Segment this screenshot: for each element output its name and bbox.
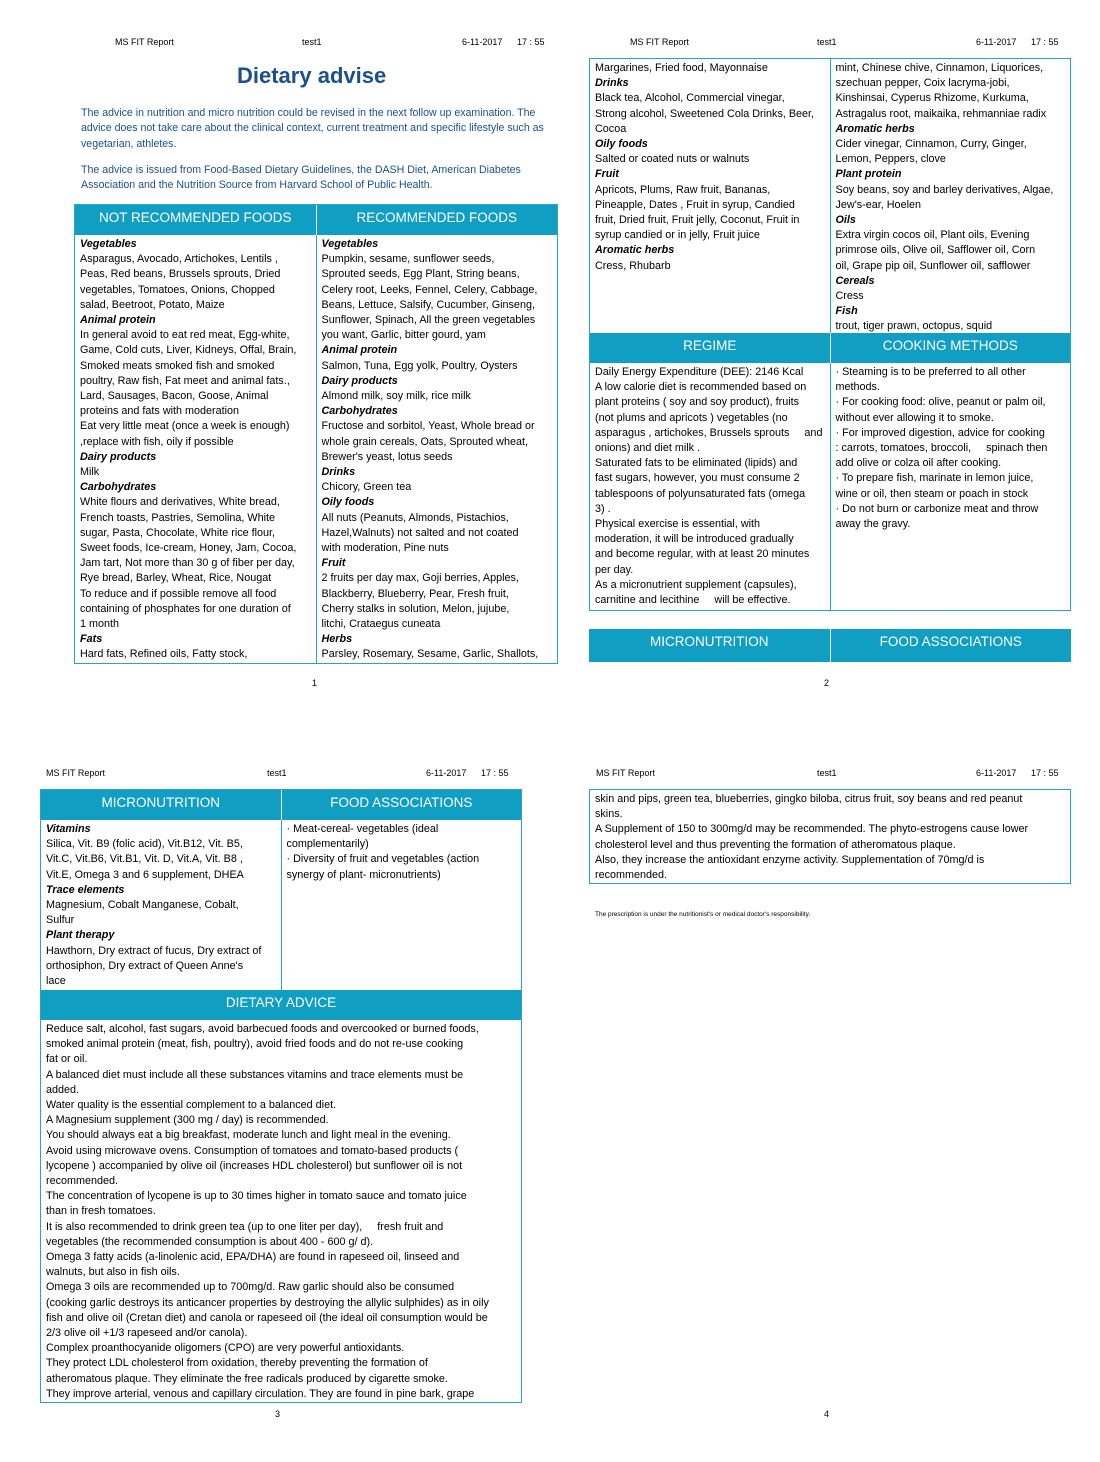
- category-heading: Dairy products: [80, 450, 157, 463]
- list-line: · Diversity of fruit and vegetables (action: [286, 853, 480, 866]
- list-line: Asparagus, Avocado, Artichokes, Lentils ,: [80, 253, 278, 266]
- category-heading: Vitamins: [46, 823, 91, 835]
- list-line: Apricots, Plums, Raw fruit, Bananas,: [595, 183, 771, 196]
- list-line: fruit, Dried fruit, Fruit jelly, Coconut, Fruit in: [595, 214, 800, 227]
- list-line: with moderation, Pine nuts: [321, 542, 449, 555]
- report-app-name: MS FIT Report: [630, 37, 689, 47]
- list-line: salad, Beetroot, Potato, Maize: [80, 298, 225, 311]
- list-line: Sunflower, Spinach, All the green vegetables: [321, 314, 536, 327]
- text-line: · For cooking food: olive, peanut or palm oil,: [835, 396, 1046, 409]
- text-line: smoked animal protein (meat, fish, poultry), avoid fried foods and do not re-use cooking: [46, 1038, 464, 1051]
- list-line: Pineapple, Dates , Fruit in syrup, Candied: [595, 198, 795, 211]
- category-heading: Dairy products: [321, 374, 398, 387]
- text-line: They protect LDL cholesterol from oxidation, thereby preventing the formation of: [46, 1357, 428, 1370]
- list-line: lace: [46, 975, 66, 988]
- text-line: A low calorie diet is recommended based on: [595, 381, 807, 394]
- text-line: onions) and diet milk .: [595, 442, 701, 455]
- list-line: Peas, Red beans, Brussels sprouts, Dried: [80, 268, 281, 281]
- micronutrition-table: [40, 789, 522, 1403]
- text-line: A balanced diet must include all these substances vitamins and trace elements must be: [46, 1068, 464, 1081]
- dietary-advice-header: DIETARY ADVICE: [41, 990, 521, 1020]
- list-line: Sulfur: [46, 914, 75, 927]
- text-line: Water quality is the essential complement to a balanced diet.: [46, 1099, 337, 1112]
- list-line: Black tea, Alcohol, Commercial vinegar,: [595, 92, 785, 105]
- text-line: skin and pips, green tea, blueberries, gingko biloba, citrus fruit, soy beans and red peanut: [595, 793, 1023, 805]
- list-line: · Meat-cereal- vegetables (ideal: [286, 823, 439, 835]
- list-line: Kinshinsai, Cyperus Rhizome, Kurkuma,: [835, 92, 1029, 105]
- text-line: skins.: [595, 808, 623, 821]
- category-heading: Vegetables: [321, 238, 379, 250]
- category-heading: Drinks: [321, 466, 356, 479]
- list-line: Almond milk, soy milk, rice milk: [321, 390, 471, 403]
- list-line: Celery root, Leeks, Fennel, Celery, Cabbage,: [321, 283, 538, 296]
- micronutrition-list: [41, 820, 281, 990]
- list-line: mint, Chinese chive, Cinnamon, Liquorices,: [835, 62, 1044, 74]
- list-line: White flours and derivatives, White bread,: [80, 496, 280, 509]
- list-line: Rye bread, Barley, Wheat, Rice, Nougat: [80, 572, 272, 585]
- list-line: Sprouted seeds, Egg Plant, String beans,: [321, 268, 520, 281]
- text-line: fast sugars, however, you must consume 2: [595, 472, 800, 485]
- list-line: sugar, Pasta, Chocolate, White rice flour,: [80, 526, 276, 539]
- text-line: away the gravy.: [835, 518, 911, 531]
- food-associations-header: FOOD ASSOCIATIONS: [281, 790, 522, 820]
- category-heading: Plant therapy: [46, 929, 115, 942]
- text-line: Omega 3 fatty acids (a-linolenic acid, EPA/DHA) are found in rapeseed oil, linseed and: [46, 1251, 460, 1264]
- dietary-advice-text: [41, 1020, 521, 1404]
- report-time: 17 : 55: [517, 37, 545, 47]
- list-line: 1 month: [80, 618, 120, 631]
- report-date: 6-11-2017: [976, 768, 1017, 778]
- list-line: Cress: [835, 290, 864, 303]
- list-line: Eat very little meat (once a week is enough): [80, 420, 290, 433]
- category-heading: Cereals: [835, 274, 875, 287]
- text-line: per day.: [595, 563, 634, 576]
- list-line: poultry, Raw fish, Fat meet and animal fats.,: [80, 374, 290, 387]
- list-line: Cocoa: [595, 122, 627, 135]
- page-number: 1: [312, 678, 318, 688]
- recommended-list-continued: [830, 59, 1071, 333]
- list-line: Hard fats, Refined oils, Fatty stock,: [80, 648, 248, 661]
- text-line: (cooking garlic destroys its anticancer properties by destroying the allylic sulphides) as in oily: [46, 1296, 489, 1309]
- text-line: A Supplement of 150 to 300mg/d may be recommended. The phyto-estrogens cause lower: [595, 823, 1029, 836]
- text-line: · Do not burn or carbonize meat and throw: [835, 502, 1039, 515]
- micronutrition-header-p2: [589, 629, 1071, 662]
- list-line: szechuan pepper, Coix lacryma-jobi,: [835, 77, 1010, 90]
- text-line: Avoid using microwave ovens. Consumption of tomatoes and tomato-based products (: [46, 1144, 459, 1157]
- list-line: litchi, Crataegus cuneata: [321, 618, 441, 631]
- category-heading: Animal protein: [80, 314, 156, 327]
- list-line: Vit.E, Omega 3 and 6 supplement, DHEA: [46, 868, 244, 881]
- text-line: 3) .: [595, 502, 611, 515]
- recommended-header: RECOMMENDED FOODS: [316, 205, 558, 235]
- text-line: vegetables (the recommended consumption is about 400 - 600 g/ d).: [46, 1235, 374, 1248]
- category-heading: Carbohydrates: [321, 405, 398, 418]
- text-line: Physical exercise is essential, with: [595, 518, 761, 531]
- category-heading: Fruit: [321, 557, 346, 570]
- text-line: tablespoons of polyunsaturated fats (omega: [595, 487, 806, 500]
- patient-name: test1: [817, 37, 837, 47]
- list-line: Pumpkin, sesame, sunflower seeds,: [321, 253, 495, 266]
- list-line: Smoked meats smoked fish and smoked: [80, 359, 275, 372]
- regime-header: REGIME: [683, 338, 737, 353]
- text-line: without ever allowing it to smoke.: [835, 411, 994, 424]
- list-line: Sweet foods, Ice-cream, Honey, Jam, Cocoa,: [80, 542, 297, 555]
- text-line: wine or oil, then steam or poach in stock: [835, 487, 1029, 500]
- category-heading: Plant protein: [835, 168, 902, 181]
- food-associations-list: [281, 820, 522, 990]
- list-line: Lard, Sausages, Bacon, Goose, Animal: [80, 390, 269, 403]
- list-line: Jam tart, Not more than 30 g of fiber per day,: [80, 557, 295, 570]
- category-heading: Fats: [80, 633, 103, 646]
- text-line: · For improved digestion, advice for cooking: [835, 426, 1045, 439]
- list-line: syrup candied or in jelly, Fruit juice: [595, 229, 760, 242]
- text-line: You should always eat a big breakfast, moderate lunch and light meal in the evening.: [46, 1129, 451, 1142]
- text-line: recommended.: [46, 1175, 119, 1188]
- dietary-advice-continued: [589, 789, 1071, 884]
- list-line: 2 fruits per day max, Goji berries, Apples,: [321, 572, 519, 585]
- list-line: ,replace with fish, oily if possible: [80, 435, 234, 448]
- text-line: methods.: [835, 381, 880, 394]
- report-app-name: MS FIT Report: [115, 37, 174, 47]
- text-line: atheromatous plaque. They eliminate the free radicals produced by cigarette smoke.: [46, 1372, 448, 1385]
- report-time: 17 : 55: [1031, 768, 1059, 778]
- text-line: Also, they increase the antioxidant enzyme activity. Supplementation of 70mg/d is: [595, 853, 985, 866]
- list-line: Astragalus root, maikaika, rehmanniae radix: [835, 107, 1047, 120]
- list-line: Silica, Vit. B9 (folic acid), Vit.B12, Vit. B5,: [46, 838, 243, 851]
- page-title: Dietary advise: [237, 63, 387, 88]
- list-line: Magnesium, Cobalt Manganese, Cobalt,: [46, 899, 239, 912]
- report-app-name: MS FIT Report: [46, 768, 105, 778]
- text-line: A Magnesium supplement (300 mg / day) is recommended.: [46, 1114, 329, 1127]
- list-line: synergy of plant- micronutrients): [286, 868, 441, 881]
- list-line: primrose oils, Olive oil, Safflower oil, Corn: [835, 244, 1036, 257]
- responsibility-note: The prescription is under the nutritionist's or medical doctor's responsibility.: [595, 911, 811, 918]
- list-line: Hawthorn, Dry extract of fucus, Dry extract of: [46, 944, 262, 957]
- text-line: recommended.: [595, 869, 668, 882]
- text-line: fat or oil.: [46, 1053, 88, 1066]
- text-line: plant proteins ( soy and soy product), fruits: [595, 396, 800, 409]
- food-associations-header: FOOD ASSOCIATIONS: [830, 629, 1072, 662]
- list-line: Cress, Rhubarb: [595, 259, 671, 272]
- list-line: Parsley, Rosemary, Sesame, Garlic, Shallots,: [321, 648, 539, 661]
- category-heading: Fruit: [595, 168, 619, 181]
- category-heading: Carbohydrates: [80, 481, 157, 494]
- category-heading: Drinks: [595, 77, 629, 90]
- list-line: In general avoid to eat red meat, Egg-white,: [80, 329, 290, 342]
- micronutrition-header: MICRONUTRITION: [650, 634, 769, 649]
- text-line: moderation, it will be introduced gradually: [595, 533, 794, 546]
- text-line: It is also recommended to drink green tea (up to one liter per day), fresh fruit and: [46, 1220, 444, 1233]
- text-line: · Steaming is to be preferred to all other: [835, 366, 1026, 378]
- list-line: Milk: [80, 466, 100, 479]
- report-app-name: MS FIT Report: [596, 768, 655, 778]
- text-line: (not plums and apricots ) vegetables (no: [595, 411, 788, 424]
- text-line: fish and olive oil (Cretan diet) and canola or rapeseed oil (the ideal oil consumption would be: [46, 1311, 488, 1324]
- category-heading: Aromatic herbs: [595, 244, 675, 257]
- text-line: lycopene ) accompanied by olive oil (increases HDL cholesterol) but sunflower oil is not: [46, 1159, 463, 1172]
- foods-table-p1: [74, 204, 558, 664]
- list-line: Brewer's yeast, lotus seeds: [321, 450, 453, 463]
- category-heading: Aromatic herbs: [835, 122, 915, 135]
- text-line: 2/3 olive oil +1/3 rapeseed and/or canola).: [46, 1327, 248, 1340]
- report-time: 17 : 55: [1031, 37, 1059, 47]
- cooking-methods-header: COOKING METHODS: [830, 333, 1071, 363]
- category-heading: Fish: [835, 305, 858, 318]
- text-line: and become regular, with at least 20 minutes: [595, 548, 810, 561]
- report-time: 17 : 55: [481, 768, 509, 778]
- list-line: Cherry stalks in solution, Melon, jujube,: [321, 602, 510, 615]
- text-line: · To prepare fish, marinate in lemon juice,: [835, 472, 1034, 485]
- list-line: you want, Garlic, bitter gourd, yam: [321, 329, 486, 342]
- text-line: Omega 3 oils are recommended up to 700mg/d. Raw garlic should also be consumed: [46, 1281, 455, 1294]
- recommended-list: [316, 235, 558, 663]
- text-line: carnitine and lecithine will be effective.: [595, 594, 791, 607]
- list-line: Game, Cold cuts, Liver, Kidneys, Offal, Brain,: [80, 344, 297, 357]
- list-line: vegetables, Tomatoes, Onions, Chopped: [80, 283, 275, 296]
- report-date: 6-11-2017: [976, 37, 1017, 47]
- list-line: Blackberry, Blueberry, Pear, Fresh fruit,: [321, 587, 509, 600]
- category-heading: Vegetables: [80, 238, 137, 250]
- list-line: Extra virgin cocos oil, Plant oils, Evening: [835, 229, 1030, 242]
- category-heading: Oily foods: [595, 138, 648, 151]
- text-line: add olive or colza oil after cooking.: [835, 457, 1002, 470]
- category-heading: Herbs: [321, 633, 353, 646]
- report-date: 6-11-2017: [426, 768, 467, 778]
- text-line: Complex proanthocyanide oligomers (CPO) are very powerful antioxidants.: [46, 1342, 405, 1355]
- text-line: Reduce salt, alcohol, fast sugars, avoid barbecued foods and overcooked or burned foods,: [46, 1023, 479, 1035]
- list-line: Salted or coated nuts or walnuts: [595, 153, 750, 166]
- list-line: trout, tiger prawn, octopus, squid: [835, 320, 993, 333]
- dietary-advice-text-continued: [590, 790, 1070, 885]
- list-line: proteins and fats with moderation: [80, 405, 240, 418]
- list-line: Soy beans, soy and barley derivatives, Algae,: [835, 183, 1054, 196]
- regime-text: [590, 363, 830, 610]
- list-line: Strong alcohol, Sweetened Cola Drinks, Beer,: [595, 107, 815, 120]
- text-line: : carrots, tomatoes, broccoli, spinach then: [835, 442, 1048, 455]
- patient-name: test1: [302, 37, 322, 47]
- category-heading: Oily foods: [321, 496, 375, 509]
- text-line: cholesterol level and thus preventing the formation of atheromatous plaque.: [595, 838, 956, 851]
- list-line: containing of phosphates for one duration of: [80, 602, 291, 615]
- not-recommended-list-continued: [590, 59, 830, 333]
- cooking-methods-text: [830, 363, 1071, 610]
- list-line: orthosiphon, Dry extract of Queen Anne's: [46, 959, 244, 972]
- list-line: oil, Grape pip oil, Sunflower oil, safflower: [835, 259, 1031, 272]
- intro-paragraph: The advice in nutrition and micro nutrition could be revised in the next follow up examination. The advice does not take care about the clinical context, current treatment and specific lifestyle such as vegetarian, athletes.: [81, 107, 544, 150]
- text-line: As a micronutrient supplement (capsules),: [595, 578, 797, 591]
- text-line: asparagus , artichokes, Brussels sprouts and: [595, 426, 823, 439]
- list-line: Chicory, Green tea: [321, 481, 412, 494]
- text-line: They improve arterial, venous and capillary circulation. They are found in pine bark, grape: [46, 1387, 475, 1400]
- text-line: Saturated fats to be eliminated (lipids) and: [595, 457, 798, 470]
- text-line: than in fresh tomatoes.: [46, 1205, 156, 1218]
- list-line: Fructose and sorbitol, Yeast, Whole bread or: [321, 420, 535, 433]
- patient-name: test1: [267, 768, 287, 778]
- category-heading: Oils: [835, 214, 856, 227]
- list-line: complementarily): [286, 838, 369, 851]
- list-line: Cider vinegar, Cinnamon, Curry, Ginger,: [835, 138, 1027, 151]
- list-line: All nuts (Peanuts, Almonds, Pistachios,: [321, 511, 509, 524]
- list-line: To reduce and if possible remove all food: [80, 587, 277, 600]
- list-line: whole grain cereals, Oats, Sprouted wheat,: [321, 435, 528, 448]
- page-number: 4: [824, 1409, 830, 1419]
- report-date: 6-11-2017: [462, 37, 503, 47]
- list-line: Margarines, Fried food, Mayonnaise: [595, 62, 768, 74]
- patient-name: test1: [817, 768, 837, 778]
- text-line: The concentration of lycopene is up to 30 times higher in tomato sauce and tomato juice: [46, 1190, 467, 1203]
- not-recommended-list: [75, 235, 316, 663]
- list-line: Hazel,Walnuts) not salted and not coated: [321, 526, 519, 539]
- category-heading: Animal protein: [321, 344, 398, 357]
- list-line: French toasts, Pastries, Semolina, White: [80, 511, 276, 524]
- micronutrition-header: MICRONUTRITION: [101, 795, 220, 810]
- list-line: Salmon, Tuna, Egg yolk, Poultry, Oysters: [321, 359, 518, 372]
- category-heading: Trace elements: [46, 883, 125, 896]
- page-number: 3: [275, 1409, 281, 1419]
- text-line: added.: [46, 1083, 80, 1096]
- text-line: walnuts, but also in fish oils.: [46, 1266, 180, 1279]
- list-line: Vit.C, Vit.B6, Vit.B1, Vit. D, Vit.A, Vit. B8 ,: [46, 853, 243, 866]
- foods-table-p2: [589, 58, 1071, 611]
- list-line: Lemon, Peppers, clove: [835, 153, 946, 166]
- list-line: Beans, Lettuce, Salsify, Cucumber, Ginseng,: [321, 298, 535, 311]
- text-line: Daily Energy Expenditure (DEE): 2146 Kcal: [595, 366, 804, 378]
- source-paragraph: The advice is issued from Food-Based Dietary Guidelines, the DASH Diet, American Diabetes Association and the Nutrition Source from Harvard School of Public Health.: [81, 164, 521, 192]
- not-recommended-header: NOT RECOMMENDED FOODS: [98, 210, 292, 225]
- list-line: Jew's-ear, Hoelen: [835, 198, 921, 211]
- page-number: 2: [824, 678, 830, 688]
